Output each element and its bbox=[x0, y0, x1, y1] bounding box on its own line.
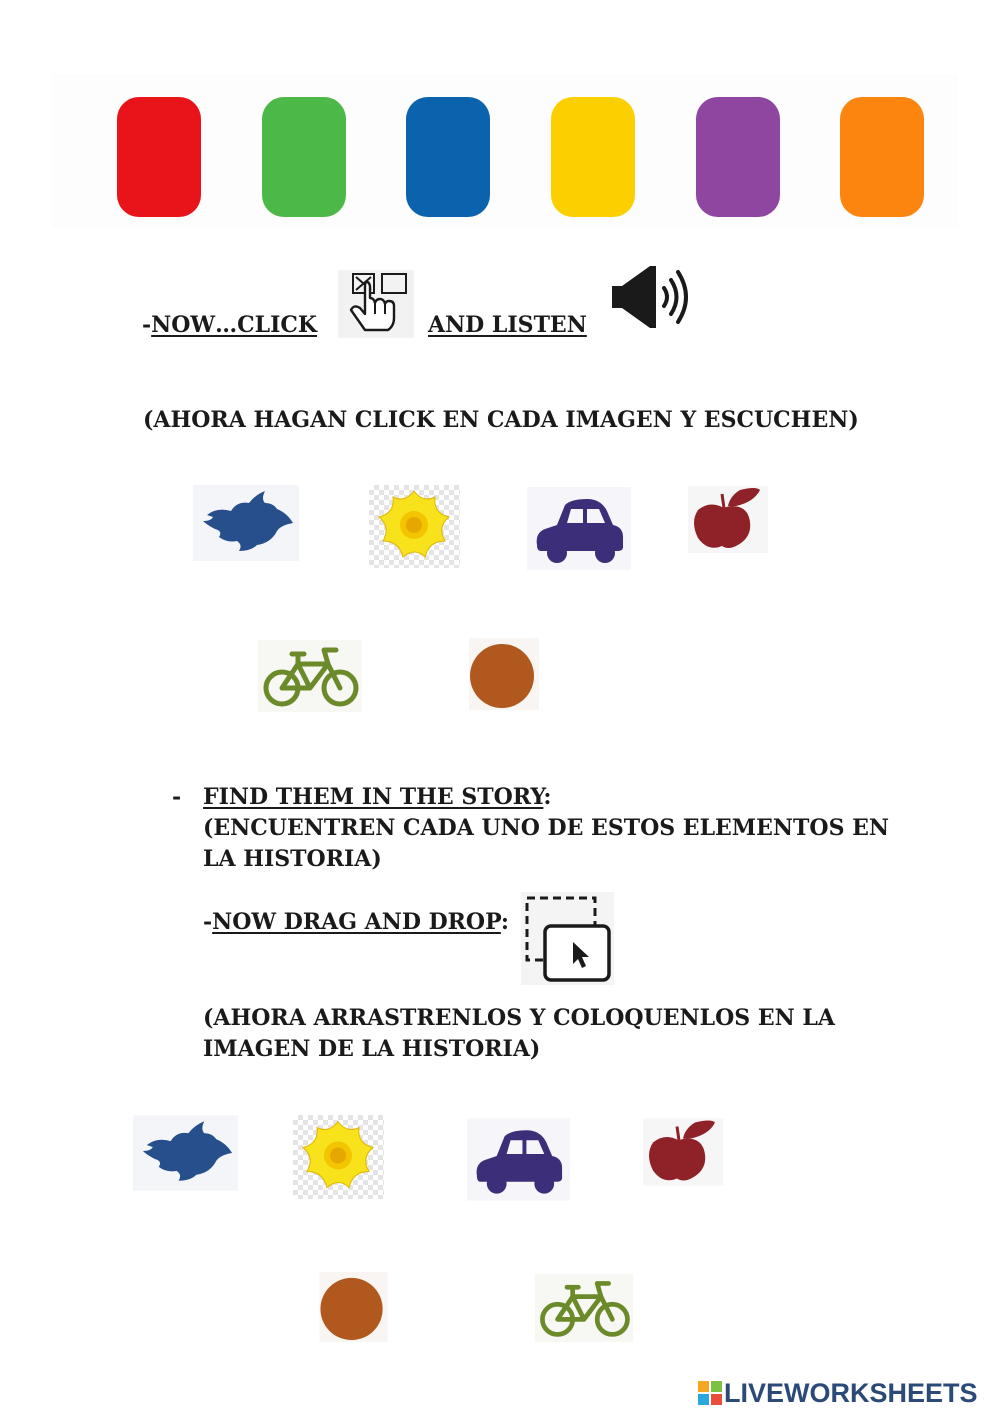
red-swatch bbox=[117, 97, 201, 217]
bicycle-image[interactable] bbox=[258, 640, 362, 712]
click-instruction: -NOW…CLICK bbox=[142, 312, 318, 338]
liveworksheets-logo bbox=[698, 1378, 994, 1408]
apple-image[interactable] bbox=[688, 486, 768, 553]
find-bullet: - bbox=[172, 784, 182, 810]
find-translation-line-1: (ENCUENTREN CADA UNO DE ESTOS ELEMENTOS EN bbox=[203, 815, 889, 841]
click-label: NOW…CLICK bbox=[151, 312, 318, 338]
drag-instruction: -NOW DRAG AND DROP: bbox=[203, 909, 509, 935]
daffodil-image[interactable] bbox=[369, 485, 460, 568]
liveworksheets-logo-text: LIVEWORKSHEETS bbox=[724, 1378, 978, 1408]
click-translation: (AHORA HAGAN CLICK EN CADA IMAGEN Y ESCUCHEN) bbox=[143, 407, 859, 433]
drag-drop-icon bbox=[521, 892, 614, 985]
liveworksheets-logo-icon bbox=[698, 1381, 722, 1405]
find-instruction: FIND THEM IN THE STORY: bbox=[203, 784, 552, 810]
orange-swatch bbox=[840, 97, 924, 217]
ball-icon bbox=[470, 644, 534, 708]
drag-label: NOW DRAG AND DROP bbox=[212, 909, 501, 935]
bird-image[interactable] bbox=[193, 485, 299, 561]
find-translation-line-2: LA HISTORIA) bbox=[203, 846, 382, 872]
draggable-daffodil[interactable] bbox=[293, 1115, 384, 1199]
click-hand-icon bbox=[338, 270, 414, 338]
draggable-apple[interactable] bbox=[643, 1118, 723, 1186]
blue-swatch bbox=[406, 97, 490, 217]
listen-label: AND LISTEN bbox=[428, 312, 587, 338]
daffodil-icon bbox=[379, 491, 449, 557]
purple-swatch bbox=[696, 97, 780, 217]
green-swatch bbox=[262, 97, 346, 217]
ball-icon bbox=[320, 1278, 382, 1340]
drag-translation-line-2: IMAGEN DE LA HISTORIA) bbox=[203, 1036, 541, 1062]
draggable-bicycle[interactable] bbox=[533, 1274, 635, 1342]
car-image[interactable] bbox=[527, 487, 631, 570]
drag-translation-line-1: (AHORA ARRASTRENLOS Y COLOQUENLOS EN LA bbox=[203, 1005, 835, 1031]
draggable-car[interactable] bbox=[467, 1118, 570, 1201]
draggable-ball[interactable] bbox=[318, 1272, 389, 1342]
find-label: FIND THEM IN THE STORY bbox=[203, 784, 544, 810]
daffodil-icon bbox=[303, 1122, 373, 1188]
draggable-bird[interactable] bbox=[133, 1115, 238, 1191]
yellow-swatch bbox=[551, 97, 635, 217]
speaker-icon[interactable] bbox=[610, 262, 692, 332]
ball-image[interactable] bbox=[469, 638, 539, 710]
